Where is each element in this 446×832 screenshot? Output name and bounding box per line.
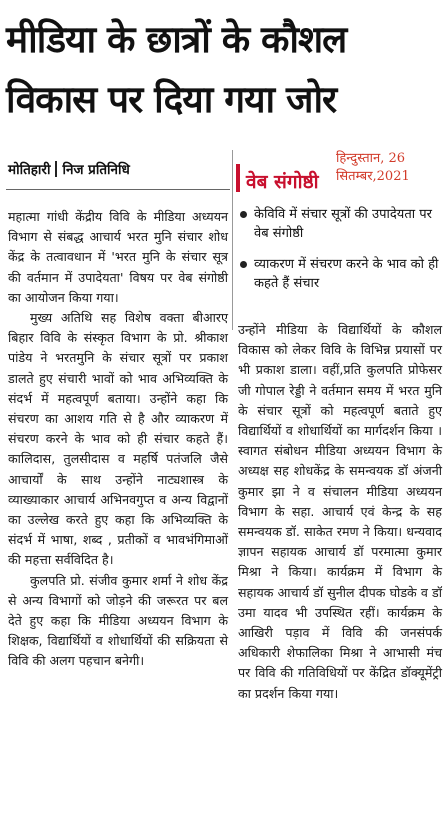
article-right-column <box>238 320 442 704</box>
byline-reporter: निज प्रतिनिधि <box>62 162 130 178</box>
section-tag: वेब संगोष्ठी <box>246 171 319 193</box>
article-paragraph: कुलपति प्रो. संजीव कुमार शर्मा ने शोध केंद्र से अन्य विभागों को जोड़ने की जरूरत पर बल देते हुए कहा कि मीडिया अध्ययन विभाग के शिक्षक, विद्यार्थियों व शोधार्थियों की सक्रियता से विवि की अलग पहचान बनेगी। <box>8 572 228 669</box>
handwritten-note-line-1: हिन्दुस्तान, 26 <box>336 151 406 166</box>
article-paragraph: महात्मा गांधी केंद्रीय विवि के मीडिया अध्ययन विभाग से संबद्ध आचार्य भरत मुनि संचार शोध केंद्र के तत्वावधान में 'भरत मुनि के संचार सूत्र की वर्तमान में उपादेयता' विषय पर वेब संगोष्ठी का आयोजन किया गया। <box>8 209 228 305</box>
article-paragraph: मुख्य अतिथि सह विशेष वक्ता बीआरए बिहार विवि के संस्कृत विभाग के प्रो. श्रीकाश पांडेय ने भरतमुनि के संचार सूत्रों पर प्रकाश डालते हुए संचारी भावों को भाव अभिव्यक्ति के संदर्भ में महत्वपूर्ण बताया। उन्होंने कहा कि संचरण का आशय गति से है और व्याकरण में संचरण करने के भाव को ही संचार कहते हैं।कालिदास, तुलसीदास व महर्षि पतंजलि जैसे आचार्यों के साथ उन्होंने नाट्यशास्त्र के व्याख्याकार आचार्य अभिनवगुप्त व अन्य विद्वानों का उल्लेख करते हुए कहा कि अभिव्यक्ति के संदर्भ में भाषा, शब्द , प्रतीकों व भावभंगिमाओं की महत्ता सर्वविदित है। <box>8 310 228 568</box>
article-paragraph: उन्होंने मीडिया के विद्यार्थियों के कौशल विकास को लेकर विवि के विभिन्न प्रयासों पर भी प्रकाश डाला। वहीं,प्रति कुलपति प्रोफेसर जी गोपाल रेड्डी ने वर्तमान समय में भरत मुनि के संचार सूत्रों को महत्वपूर्ण बताते हुए विद्यार्थियों व शोधार्थियों का मार्गदर्शन किया । स्वागत संबोधन मीडिया अध्ययन विभाग के अध्यक्ष सह शोधकेंद्र के समन्वयक डॉ अंजनी कुमार झा ने व संचालन मीडिया अध्ययन विभाग के सहा. आचार्य एवं केन्द्र के सह समन्वयक डॉ. साकेत रमण ने किया। धन्यवाद ज्ञापन सहायक आचार्य डॉ परमात्मा कुमार मिश्रा ने किया। कार्यक्रम में विभाग के सहायक आचार्य डॉ सुनील दीपक घोडके व डॉ उमा यादव भी उपस्थित रहीं। कार्यक्रम के आखिरी पड़ाव में विवि की जनसंपर्क अधिकारी शेफालिका मिश्रा ने आभासी मंच पर विवि की गतिविधियों पर केंद्रित डॉक्यूमेंट्री का प्रदर्शन किया गया। <box>238 322 442 701</box>
column-divider <box>232 150 233 330</box>
handwritten-note-line-2: सितम्बर,2021 <box>336 169 410 184</box>
byline-place: मोतिहारी <box>8 162 51 178</box>
highlight-item <box>240 255 440 293</box>
headline-line-1: मीडिया के छात्रों के कौशल <box>6 18 347 61</box>
highlight-item <box>240 205 440 243</box>
highlights-box <box>240 205 440 305</box>
byline-divider <box>6 189 230 190</box>
article-left-column <box>8 207 228 672</box>
highlight-text: व्याकरण में संचरण करने के भाव को ही कहते हैं संचार <box>254 257 439 291</box>
highlight-text: केविवि में संचार सूत्रों की उपादेयता पर वेब संगोष्ठी <box>254 207 432 241</box>
headline-line-2: विकास पर दिया गया जोर <box>6 78 337 121</box>
bullet-icon <box>240 261 247 268</box>
handwritten-date-note <box>336 150 410 186</box>
bullet-icon <box>240 211 247 218</box>
byline <box>8 160 130 178</box>
headline <box>6 10 442 130</box>
byline-separator <box>55 161 57 177</box>
tag-accent-bar <box>236 164 240 192</box>
